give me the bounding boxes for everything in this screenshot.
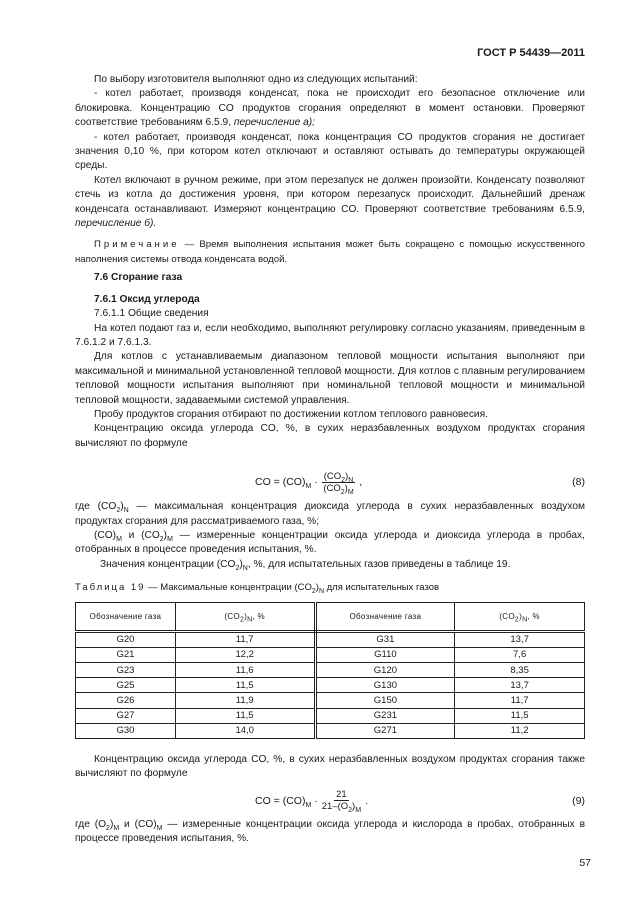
paragraph: - котел работает, производя конденсат, пока не происходит его безопасное отключение или блокировка. Концентрацию CO продуктов сгорания определяют в момент остановки. Проверяют соответствие требованиям 6.5.9, перечисление а);	[75, 88, 585, 129]
paragraph: Концентрацию оксида углерода CO, %, в сухих неразбавленных воздухом продуктах сгорания вычисляют по формуле	[75, 423, 585, 449]
table-caption: Таблица 19 — Максимальные концентрации $(CO_2)_N$ для испытательных газов	[75, 582, 440, 596]
paragraph: Концентрацию оксида углерода CO, %, в сухих неразбавленных воздухом продуктах сгорания также вычисляют по формуле	[75, 753, 585, 780]
gas-name-cell: G23	[76, 662, 176, 677]
gas-name-cell: G31	[315, 631, 455, 647]
page-number: 57	[579, 856, 591, 869]
table-row	[76, 693, 585, 708]
gas-name-cell: G25	[76, 678, 176, 693]
paragraph: где $(CO_2)_N$ — максимальная концентрация диоксида углерода в сухих неразбавленных воздухом продуктах сгорания для рассматриваемого газа, %;	[75, 501, 586, 527]
table-row	[76, 662, 585, 677]
table-row	[76, 678, 585, 693]
co2-value-cell: 11,7	[175, 631, 315, 647]
table-row	[76, 708, 585, 723]
paragraph: Котел включают в ручном режиме, при этом перезапуск не должен произойти. Конденсату позволяют стечь из котла до достижения уровня, при котором перезапуск происходит. Дальнейший дренаж конденсата останавливают. Измеряют концентрацию CO. Проверяют соответствие требованиям 6.5.9, перечисление б).	[75, 174, 585, 230]
co2-value-cell: 11,5	[455, 708, 585, 723]
gas-name-cell: G150	[315, 693, 455, 708]
co2-value-cell: 11,6	[175, 662, 315, 677]
co2-value-cell: 13,7	[455, 678, 585, 693]
header-co2: $(CO_2)_N$, %	[455, 602, 585, 631]
equation-number: (8)	[572, 476, 585, 489]
header-gas: Обозначение газа	[315, 602, 455, 631]
gas-name-cell: G27	[76, 708, 176, 723]
gas-name-cell: G30	[76, 723, 176, 738]
formula-9: CO = $(CO)_M$ · $\frac{21}{21-(O_2)_M}$ . (9)	[255, 789, 585, 815]
co2-value-cell: 11,2	[455, 723, 585, 738]
gas-name-cell: G130	[315, 678, 455, 693]
formula-8: CO = $(CO)_M$ · $\frac{(CO_2)_N}{(CO_2)_M}$ , (8)	[255, 470, 585, 496]
paragraph: Значения концентрации $(CO_2)_N$, %, для испытательных газов приведены в таблице 19.	[100, 558, 511, 572]
gas-name-cell: G21	[76, 647, 176, 662]
gas-name-cell: G271	[315, 723, 455, 738]
paragraph: Пробу продуктов сгорания отбирают по достижении котлом теплового равновесия.	[94, 408, 488, 420]
paragraph: По выбору изготовителя выполняют одно из следующих испытаний:	[94, 74, 418, 85]
paragraph: где $(O_2)_M$ и $(CO)_M$ — измеренные концентрации оксида углерода и кислорода в пробах, отобранных в процессе проведения испытания, %.	[75, 818, 586, 845]
paragraph: На котел подают газ и, если необходимо, выполняют регулировку согласно указаниям, приведенным в 7.6.1.2 и 7.6.1.3.	[75, 322, 585, 348]
gas-name-cell: G20	[76, 631, 176, 647]
document-id: ГОСТ Р 54439—2011	[477, 47, 585, 59]
subsection-heading: 7.6.1 Оксид углерода	[94, 293, 200, 305]
paragraph: - котел работает, производя конденсат, пока концентрация CO продуктов сгорания не достигает значения 0,10 %, при котором котел отключают и оставляют остывать до температуры окружающей среды.	[75, 131, 585, 172]
subsection-title: 7.6.1.1 Общие сведения	[94, 308, 209, 320]
header-gas: Обозначение газа	[76, 602, 176, 631]
equation-number: (9)	[572, 794, 585, 807]
table-row	[76, 723, 585, 738]
co2-value-cell: 11,9	[175, 693, 315, 708]
co2-value-cell: 11,5	[175, 708, 315, 723]
co2-value-cell: 14,0	[175, 723, 315, 738]
co2-value-cell: 7,6	[455, 647, 585, 662]
gas-name-cell: G120	[315, 662, 455, 677]
co2-value-cell: 13,7	[455, 631, 585, 647]
section-heading: 7.6 Сгорание газа	[94, 272, 183, 284]
note: Примечание — Время выполнения испытания может быть сокращено с помощью искусственного наполнения системы отвода конденсата водой.	[75, 239, 585, 265]
co2-value-cell: 11,5	[175, 678, 315, 693]
gas-name-cell: G26	[76, 693, 176, 708]
co2-value-cell: 12,2	[175, 647, 315, 662]
co2-value-cell: 8,35	[455, 662, 585, 677]
gas-name-cell: G231	[315, 708, 455, 723]
paragraph: $(CO)_M$ и $(CO_2)_M$ — измеренные концентрации оксида углерода и диоксида углерода в пробах, отобранных в процессе проведения испытания, %.	[75, 529, 585, 556]
table-row	[76, 647, 585, 662]
paragraph: Для котлов с устанавливаемым диапазоном тепловой мощности испытания выполняют при максимальной и минимальной установленной тепловой мощности. Для котлов с плавным регулированием тепловой мощности испытания выполняют при номинальной тепловой мощности и минимальной тепловой мощности, задаваемыми системой управления.	[75, 351, 585, 406]
gas-name-cell: G110	[315, 647, 455, 662]
table-header-row	[76, 602, 585, 631]
co2-value-cell: 11,7	[455, 693, 585, 708]
page-body	[75, 73, 591, 869]
header-co2: $(CO_2)_N$, %	[175, 602, 315, 631]
table-row	[76, 631, 585, 647]
table-19	[75, 602, 585, 739]
